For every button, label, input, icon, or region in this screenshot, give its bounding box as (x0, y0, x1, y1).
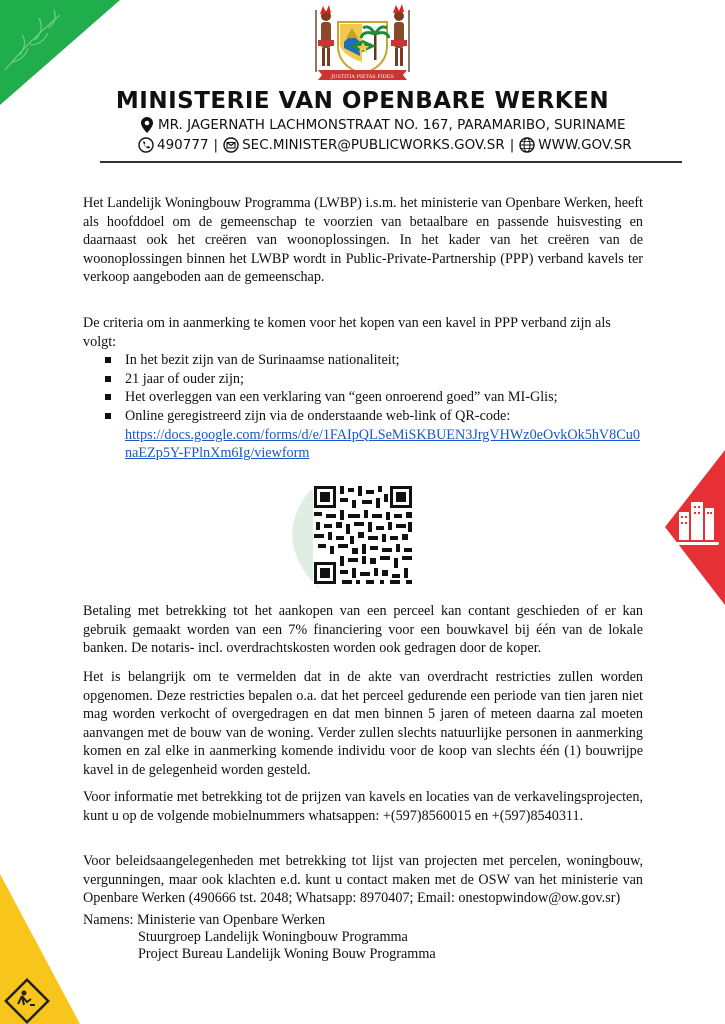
email-link[interactable]: SEC.MINISTER@PUBLICWORKS.GOV.SR (242, 137, 505, 153)
list-item: Het overleggen van een verklaring van “geen onroerend goed” van MI-Glis; (105, 388, 643, 407)
contact-line (138, 137, 632, 153)
prices-info-text: Voor informatie met betrekking tot de prijzen van kavels en locaties van de verkavelingsprojecten, kunt u op de volgende mobielnummers whatsappen: +(597)8560015 en +(597)8540311. (83, 789, 643, 824)
list-item-link (105, 426, 643, 463)
payment-text: Betaling met betrekking tot het aankopen van een perceel kan contant geschieden of er kan gebruik gemaakt worden van een 7% financiering voor een bouwkavel bij één van de lokale banken. De notaris- incl. overdrachtskosten worden ook gedragen door de koper. (83, 603, 643, 657)
address-line (140, 116, 625, 134)
criteria-section (83, 314, 643, 463)
website-link[interactable]: WWW.GOV.SR (538, 137, 632, 153)
globe-icon (519, 137, 535, 153)
prices-info-paragraph (83, 788, 643, 825)
policy-contact-paragraph (83, 852, 643, 908)
restrictions-text: Het is belangrijk om te vermelden dat in de akte van overdracht restricties zullen worden opgenomen. Deze restricties bepalen o.a. dat het perceel gedurende een periode van tien jaren niet mag worden verkocht of overgedragen en dat men binnen 5 jaren of meteen daarna zal moeten aanvangen met de bouw van de woning. Verder zullen slechts natuurlijke personen in aanmerking komen en zal elke in aanmerking komende individu voor de koop van slechts één (1) bouwrijpe kavel in de gelegenheid worden gesteld. (83, 669, 643, 778)
intro-paragraph (83, 194, 643, 287)
separator: | (509, 137, 515, 153)
qr-code-area (280, 470, 450, 595)
phone-number: 490777 (157, 137, 209, 153)
ministry-title: MINISTERIE VAN OPENBARE WERKEN (115, 88, 610, 114)
red-buildings-corner-decoration (665, 450, 725, 605)
qr-code-icon[interactable] (313, 485, 413, 585)
signoff-line: Stuurgroep Landelijk Woningbouw Programma (138, 929, 408, 945)
list-item: 21 jaar of ouder zijn; (105, 370, 643, 389)
criteria-list (83, 351, 643, 463)
signoff-block (83, 912, 436, 963)
phone-icon (138, 137, 154, 153)
location-pin-icon (140, 116, 154, 134)
intro-text: Het Landelijk Woningbouw Programma (LWBP) i.s.m. het ministerie van Openbare Werken, heeft als hoofddoel om de gemeenschap te voorzien van betaalbare en passende huisvesting en daarnaast ook het creëren van woonoplossingen. In het kader van het creëren van de woonoplossingen binnen het LWBP wordt in Public-Private-Partnership (PPP) verband kavels ter verkoop aangeboden aan de gemeenschap. (83, 195, 643, 286)
restrictions-paragraph (83, 668, 643, 780)
criteria-intro-text: De criteria om in aanmerking te komen voor het kopen van een kavel in PPP verband zijn als volgt: (83, 315, 611, 350)
address-text: MR. JAGERNATH LACHMONSTRAAT NO. 167, PARAMARIBO, SURINAME (158, 117, 626, 133)
header-divider (100, 161, 682, 163)
signoff-line: Namens: Ministerie van Openbare Werken (83, 912, 326, 928)
yellow-roadwork-corner-decoration (0, 874, 80, 1024)
separator: | (213, 137, 219, 153)
signoff-line: Project Bureau Landelijk Woning Bouw Programma (138, 946, 436, 962)
policy-contact-text: Voor beleidsaangelegenheden met betrekking tot lijst van projecten met percelen, woningbouw, vergunningen, maar ook klachten e.d. kunt u contact maken met de OSW van het ministerie van Openbare Werken (490666 tst. 2048; Whatsapp: 8970407; Email: onestopwindow@ow.gov.sr) (83, 853, 643, 907)
crest-motto-text: JUSTITIA PIETAS FIDES (331, 74, 394, 80)
list-item: Online geregistreerd zijn via de onderstaande web-link of QR-code: (105, 407, 643, 426)
mail-icon (223, 137, 239, 153)
list-item: In het bezit zijn van de Surinaamse nationaliteit; (105, 351, 643, 370)
registration-form-link[interactable]: https://docs.google.com/forms/d/e/1FAIpQLSeMiSKBUEN3JrgVHWz0eOvkOk5hV8Cu0naEZp5Y-FPlnXm6Ig/viewform (125, 426, 640, 462)
coat-of-arms-icon (310, 4, 415, 84)
payment-paragraph (83, 602, 643, 658)
